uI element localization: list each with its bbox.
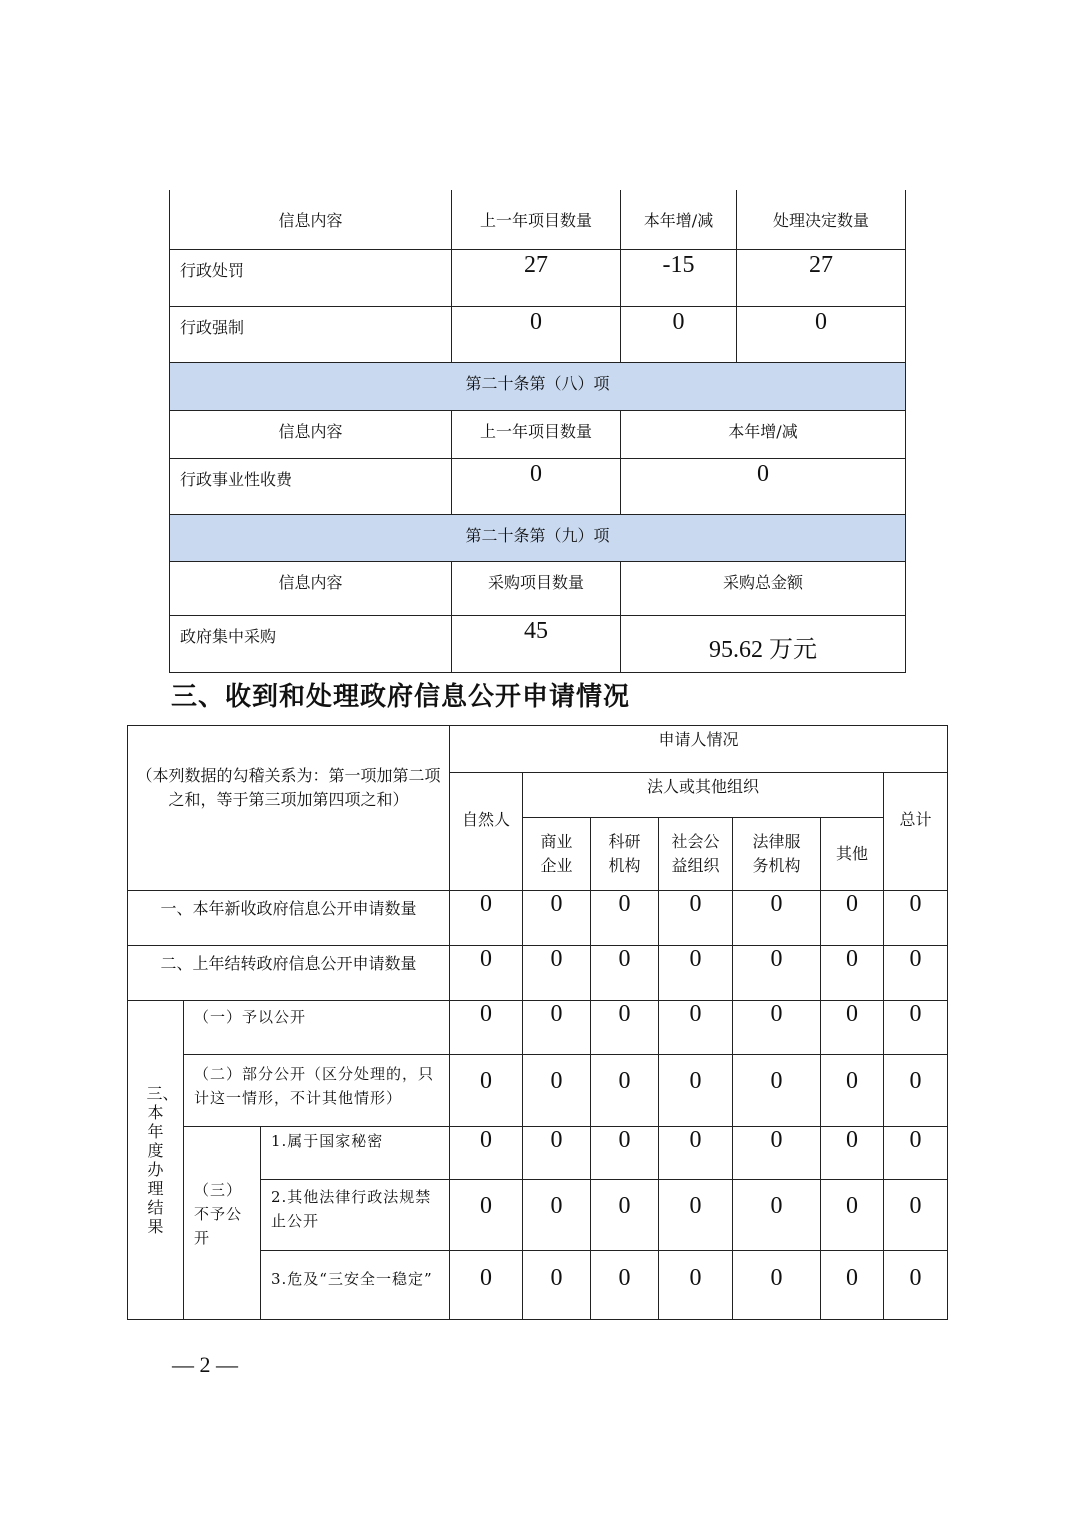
table-row (170, 410, 906, 458)
cell-value: 0 (733, 946, 821, 1001)
table-row (128, 891, 948, 946)
header-applicant: 申请人情况 (450, 726, 948, 773)
cell-value: 0 (621, 306, 737, 362)
header-year-change: 本年增/减 (621, 410, 906, 458)
cell-value: 0 (591, 891, 659, 946)
header-info-content: 信息内容 (170, 561, 452, 615)
cell-value: 0 (821, 946, 884, 1001)
cell-value: 0 (884, 946, 948, 1001)
cell-value: 0 (884, 1055, 948, 1127)
cell-value: 0 (659, 1180, 733, 1251)
cell-value: 0 (884, 1180, 948, 1251)
cell-value: 0 (523, 1251, 591, 1320)
table-row (128, 1055, 948, 1127)
cell-value: 0 (450, 891, 523, 946)
table-row (170, 514, 906, 561)
group-label-results: 三、本年度办理结果 (128, 1001, 184, 1320)
cell-value: 0 (733, 1251, 821, 1320)
table-row (170, 306, 906, 362)
section-title: 三、收到和处理政府信息公开申请情况 (171, 682, 631, 712)
header-business: 商业企业 (523, 818, 591, 891)
cell-value: 27 (452, 249, 621, 306)
header-purchase-count: 采购项目数量 (452, 561, 621, 615)
cell-value: 0 (733, 891, 821, 946)
cell-value: 0 (659, 1251, 733, 1320)
cell-value: 0 (821, 1055, 884, 1127)
row-label-carry: 二、上年结转政府信息公开申请数量 (128, 946, 450, 1001)
table-row (128, 726, 948, 773)
page-number: — 2 — (172, 1352, 238, 1377)
note-cell: （本列数据的勾稽关系为：第一项加第二项之和，等于第三项加第四项之和） (128, 726, 450, 891)
cell-value: 0 (733, 1180, 821, 1251)
cell-value: 0 (523, 1180, 591, 1251)
cell-value: 0 (659, 1001, 733, 1055)
cell-value: 0 (523, 1127, 591, 1180)
row-label-new: 一、本年新收政府信息公开申请数量 (128, 891, 450, 946)
row-label-partial: （二）部分公开（区分处理的，只计这一情形，不计其他情形） (184, 1055, 450, 1127)
header-total: 总计 (884, 773, 948, 891)
header-public-welfare: 社会公益组织 (659, 818, 733, 891)
cell-value: 0 (450, 1001, 523, 1055)
cell-value: -15 (621, 249, 737, 306)
cell-value: 0 (884, 1127, 948, 1180)
cell-value: 0 (884, 1251, 948, 1320)
cell-value: 0 (591, 1180, 659, 1251)
cell-value: 0 (450, 1127, 523, 1180)
row-label: 行政事业性收费 (170, 458, 452, 514)
cell-value: 0 (450, 1251, 523, 1320)
table-row (128, 946, 948, 1001)
cell-value: 0 (450, 946, 523, 1001)
applications-table (127, 725, 948, 1320)
header-decision-count: 处理决定数量 (737, 190, 906, 249)
cell-value: 0 (621, 458, 906, 514)
cell-value: 0 (733, 1127, 821, 1180)
cell-value: 0 (821, 891, 884, 946)
header-prev-year-count: 上一年项目数量 (452, 190, 621, 249)
table-row (170, 561, 906, 615)
table-row (170, 458, 906, 514)
cell-value: 0 (821, 1001, 884, 1055)
table-row (128, 1127, 948, 1180)
header-natural-person: 自然人 (450, 773, 523, 891)
cell-value: 0 (659, 1055, 733, 1127)
cell-value: 0 (659, 946, 733, 1001)
cell-value: 0 (523, 1055, 591, 1127)
cell-value: 0 (591, 946, 659, 1001)
table-row (170, 190, 906, 249)
table-row (170, 615, 906, 672)
cell-value: 0 (821, 1251, 884, 1320)
cell-value: 0 (591, 1251, 659, 1320)
row-label: 行政处罚 (170, 249, 452, 306)
header-info-content: 信息内容 (170, 410, 452, 458)
header-prev-year-count: 上一年项目数量 (452, 410, 621, 458)
header-info-content: 信息内容 (170, 190, 452, 249)
header-research: 科研机构 (591, 818, 659, 891)
section-band: 第二十条第（九）项 (170, 514, 906, 561)
row-label-law: 2.其他法律行政法规禁止公开 (261, 1180, 450, 1251)
cell-value: 0 (659, 891, 733, 946)
cell-value: 0 (591, 1127, 659, 1180)
cell-value: 0 (523, 946, 591, 1001)
cell-value: 45 (452, 615, 621, 672)
cell-value: 0 (450, 1055, 523, 1127)
row-label-safety: 3.危及“三安全一稳定” (261, 1251, 450, 1320)
row-label-open: （一）予以公开 (184, 1001, 450, 1055)
section-band: 第二十条第（八）项 (170, 362, 906, 410)
table-row (128, 1001, 948, 1055)
cell-value: 0 (591, 1055, 659, 1127)
cell-value: 0 (821, 1180, 884, 1251)
group-label-not-open: （三）不予公开 (184, 1127, 261, 1320)
cell-value: 0 (523, 1001, 591, 1055)
cell-value: 0 (733, 1055, 821, 1127)
cell-value: 0 (884, 891, 948, 946)
cell-value: 0 (821, 1127, 884, 1180)
table-row (170, 362, 906, 410)
cell-value: 0 (591, 1001, 659, 1055)
header-other: 其他 (821, 818, 884, 891)
cell-value: 0 (659, 1127, 733, 1180)
row-label-secret: 1.属于国家秘密 (261, 1127, 450, 1180)
cell-value: 0 (452, 306, 621, 362)
cell-value: 0 (884, 1001, 948, 1055)
header-purchase-amount: 采购总金额 (621, 561, 906, 615)
cell-value: 95.62 万元 (621, 615, 906, 672)
row-label: 政府集中采购 (170, 615, 452, 672)
table-row (170, 249, 906, 306)
cell-value: 27 (737, 249, 906, 306)
disclosure-table-continued (169, 190, 906, 673)
cell-value: 0 (452, 458, 621, 514)
cell-value: 0 (450, 1180, 523, 1251)
cell-value: 0 (523, 891, 591, 946)
header-legal-service: 法律服务机构 (733, 818, 821, 891)
cell-value: 0 (733, 1001, 821, 1055)
header-legal-orgs: 法人或其他组织 (523, 773, 884, 818)
cell-value: 0 (737, 306, 906, 362)
header-year-change: 本年增/减 (621, 190, 737, 249)
row-label: 行政强制 (170, 306, 452, 362)
